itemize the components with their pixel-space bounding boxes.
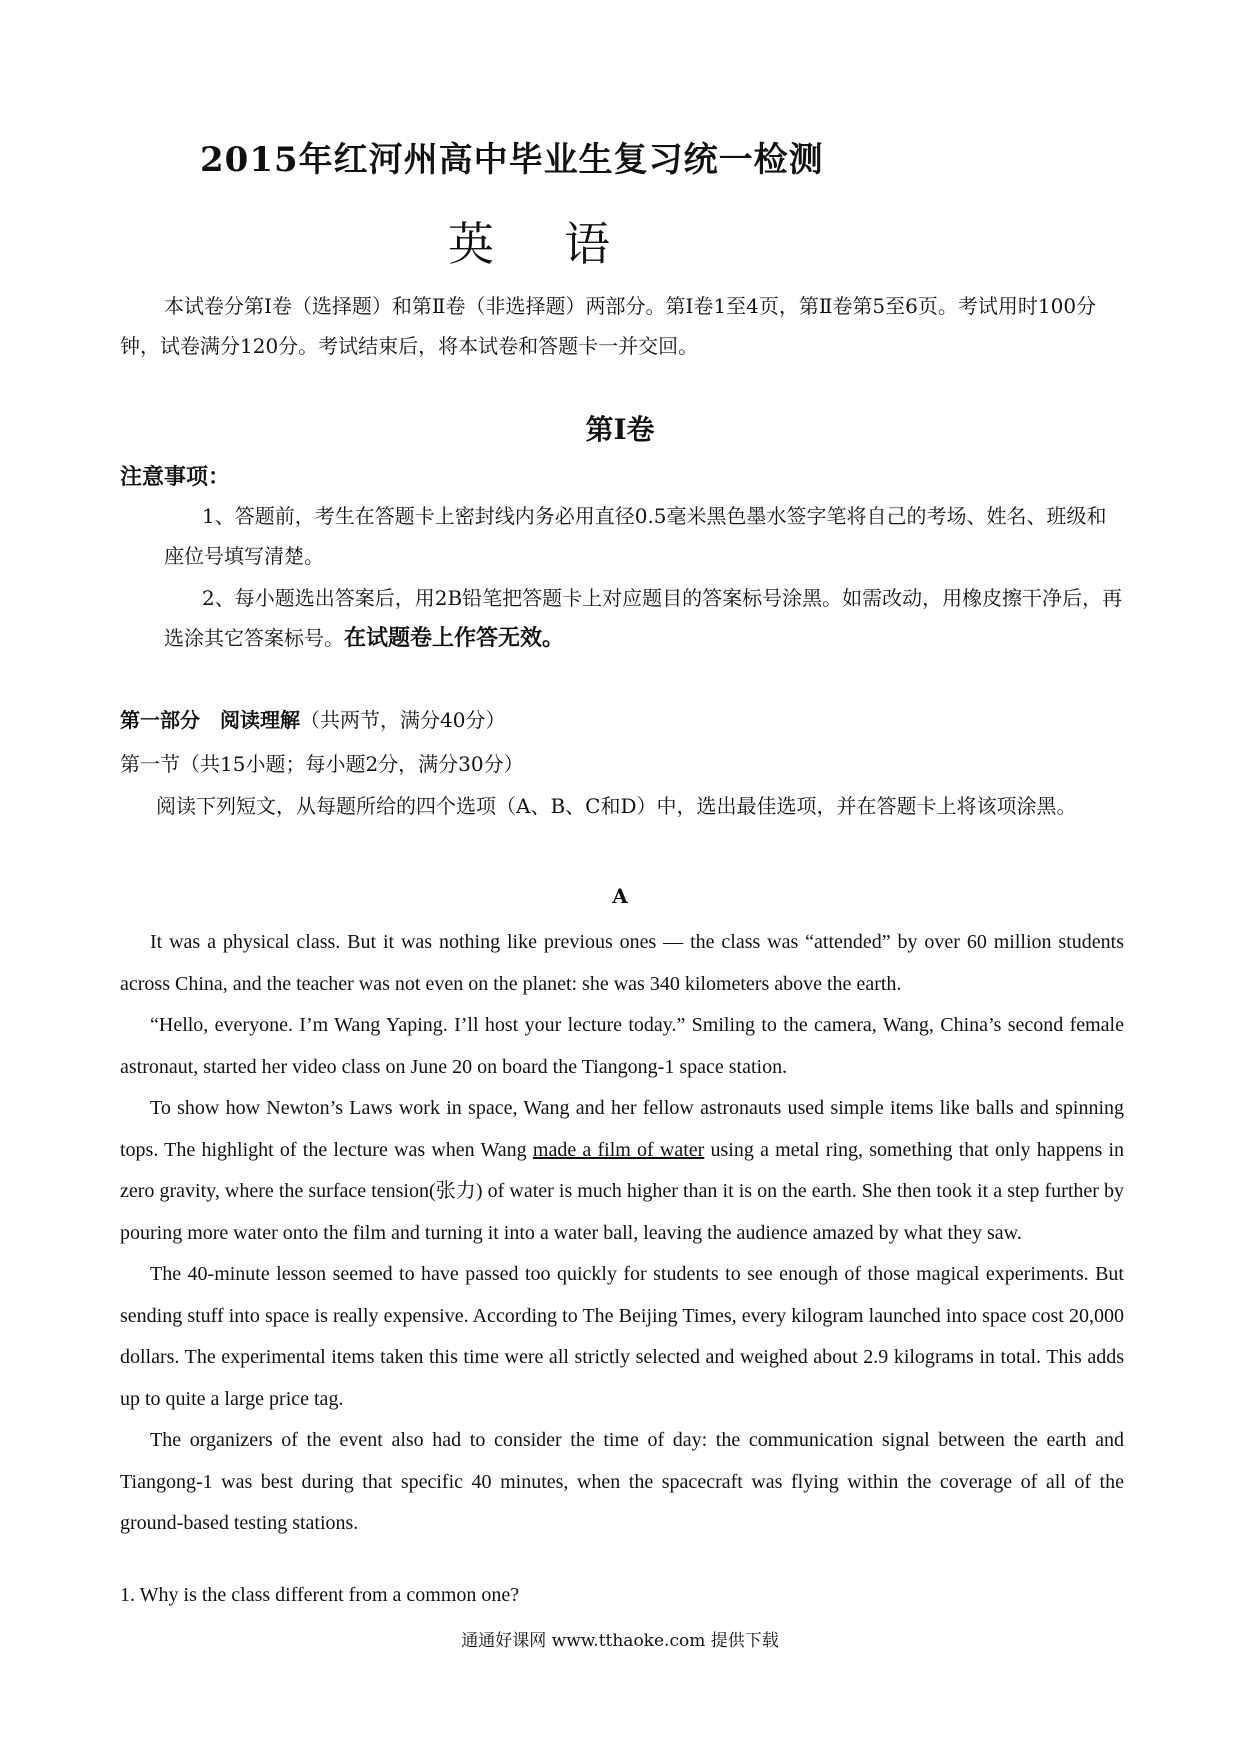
notice-heading: 注意事项： xyxy=(120,464,231,490)
notice-item-2-text: 2、每小题选出答案后，用2B铅笔把答题卡上对应题目的答案标号涂黑。如需改动，用橡皮擦干净后，再选涂其它答案标号。 xyxy=(164,586,1123,650)
passage-paragraph: “Hello, everyone. I’m Wang Yaping. I’ll host your lecture today.” Smiling to the camera, Wang, China’s second female astronaut, started her video class on June 20 on board the Tiangong-1 space station. xyxy=(120,1014,1124,1078)
section-heading: 第一节（共15小题；每小题2分，满分30分） xyxy=(120,752,524,776)
passage-paragraph xyxy=(120,1088,1124,1254)
exam-title: 2015年红河州高中毕业生复习统一检测 xyxy=(200,140,824,180)
passage-paragraph: The 40-minute lesson seemed to have passed too quickly for students to see enough of those magical experiments. But sending stuff into space is really expensive. According to The Beijing Times, every kilogram launched into space cost 20,000 dollars. The experimental items taken this time were all strictly selected and weighed about 2.9 kilograms in total. This adds up to quite a large price tag. xyxy=(120,1263,1124,1410)
passage-letter: A xyxy=(612,884,628,908)
passage-paragraph: The organizers of the event also had to consider the time of day: the communication signal between the earth and Tiangong-1 was best during that specific 40 minutes, when the spacecraft was flying within the coverage of all of the ground-based testing stations. xyxy=(120,1429,1124,1534)
notice-item-1: 1、答题前，考生在答题卡上密封线内务必用直径0.5毫米黑色墨水签字笔将自己的考场、姓名、班级和座位号填写清楚。 xyxy=(164,504,1107,568)
part-label: 第一部分 阅读理解 xyxy=(120,708,300,732)
section-title: 第Ⅰ卷 xyxy=(585,413,655,446)
part-score: （共两节，满分40分） xyxy=(300,708,506,732)
passage-text: To show how Newton’s Laws work in space, Wang and her fellow astronauts used simple items like balls and spinning tops. The highlight of the lecture was when Wang xyxy=(120,1097,1124,1161)
passage-a xyxy=(120,922,1124,1545)
subject-title: 英语 xyxy=(448,217,680,271)
notice-item-2 xyxy=(164,578,1124,658)
page-footer: 通通好课网 www.tthaoke.com 提供下载 xyxy=(461,1631,779,1651)
underlined-phrase: made a film of water xyxy=(532,1138,705,1161)
notice-emphasis: 在试题卷上作答无效。 xyxy=(344,625,565,651)
passage-paragraph: It was a physical class. But it was nothing like previous ones — the class was “attended” by over 60 million students across China, and the teacher was not even on the planet: she was 340 kilometers above the earth. xyxy=(120,931,1124,995)
exam-intro: 本试卷分第Ⅰ卷（选择题）和第Ⅱ卷（非选择题）两部分。第Ⅰ卷1至4页，第Ⅱ卷第5至6页。考试用时100分钟，试卷满分120分。考试结束后，将本试卷和答题卡一并交回。 xyxy=(120,294,1097,358)
passage-text: using a metal ring, something that only happens in zero gravity, where the surface tension(张力) of water is much higher than it is on the earth. She then took it a step further by pouring more water onto the film and turning it into a water ball, leaving the audience amazed by what they saw. xyxy=(120,1138,1125,1244)
question-1: 1. Why is the class different from a common one? xyxy=(120,1584,520,1606)
reading-instruction: 阅读下列短文，从每题所给的四个选项（A、B、C和D）中，选出最佳选项，并在答题卡上将该项涂黑。 xyxy=(156,794,1077,818)
part-heading xyxy=(120,704,505,733)
